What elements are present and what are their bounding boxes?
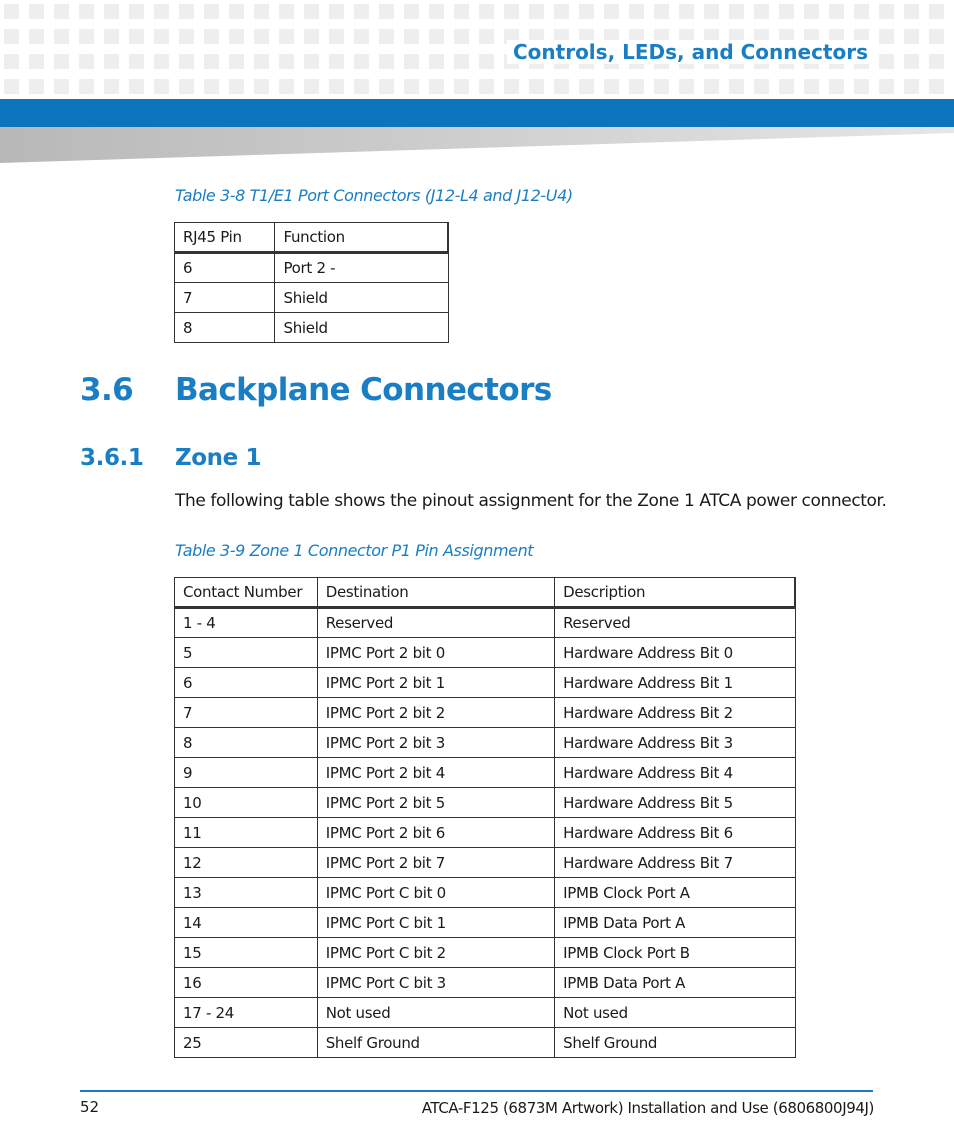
grid-square xyxy=(604,79,619,94)
grid-square xyxy=(379,29,394,44)
grid-square xyxy=(79,54,94,69)
footer-rule xyxy=(80,1090,873,1092)
grid-square xyxy=(704,4,719,19)
table-cell: Hardware Address Bit 7 xyxy=(555,848,795,878)
grid-square xyxy=(479,54,494,69)
grid-square xyxy=(279,4,294,19)
table-cell: IPMC Port 2 bit 6 xyxy=(317,818,554,848)
table-cell: IPMB Clock Port A xyxy=(555,878,795,908)
table-cell: IPMC Port 2 bit 7 xyxy=(317,848,554,878)
table-row xyxy=(175,728,796,758)
table-cell: IPMC Port 2 bit 4 xyxy=(317,758,554,788)
grid-square xyxy=(229,54,244,69)
table-3-9 xyxy=(174,577,796,1058)
header-blue-bar xyxy=(0,99,954,127)
grid-square xyxy=(404,54,419,69)
grid-square xyxy=(429,29,444,44)
grid-square xyxy=(904,79,919,94)
section-heading xyxy=(80,372,552,408)
table-cell: Hardware Address Bit 6 xyxy=(555,818,795,848)
table-cell: IPMB Data Port A xyxy=(555,908,795,938)
grid-square xyxy=(404,4,419,19)
grid-square xyxy=(904,4,919,19)
table-cell: 13 xyxy=(175,878,318,908)
grid-square xyxy=(629,79,644,94)
table-cell: IPMC Port C bit 0 xyxy=(317,878,554,908)
table-cell: 8 xyxy=(175,313,275,343)
section-number: 3.6 xyxy=(80,372,134,408)
grid-square xyxy=(54,54,69,69)
grid-square xyxy=(179,4,194,19)
grid-square xyxy=(929,54,944,69)
grid-square xyxy=(29,4,44,19)
grid-square xyxy=(929,29,944,44)
table-cell: Reserved xyxy=(317,608,554,638)
grid-square xyxy=(204,54,219,69)
grid-square xyxy=(904,29,919,44)
grid-square xyxy=(104,4,119,19)
grid-square xyxy=(754,79,769,94)
grid-square xyxy=(154,29,169,44)
table-header-row xyxy=(175,578,796,608)
grid-square xyxy=(254,54,269,69)
grid-square xyxy=(204,4,219,19)
table-header-row xyxy=(175,223,449,253)
table-cell: 9 xyxy=(175,758,318,788)
grid-square xyxy=(779,79,794,94)
grid-square xyxy=(329,4,344,19)
table-cell: 12 xyxy=(175,848,318,878)
grid-square xyxy=(279,29,294,44)
table-cell: 14 xyxy=(175,908,318,938)
grid-square xyxy=(79,4,94,19)
grid-square xyxy=(579,4,594,19)
grid-square xyxy=(329,54,344,69)
table-row xyxy=(175,608,796,638)
grid-square xyxy=(704,79,719,94)
grid-square xyxy=(929,4,944,19)
grid-square xyxy=(429,79,444,94)
table-cell: Port 2 - xyxy=(275,253,448,283)
grid-square xyxy=(204,29,219,44)
grid-square xyxy=(829,4,844,19)
table-row xyxy=(175,848,796,878)
grid-square xyxy=(54,29,69,44)
section-title: Backplane Connectors xyxy=(175,372,552,408)
grid-square xyxy=(454,4,469,19)
grid-square xyxy=(154,79,169,94)
grid-square xyxy=(479,4,494,19)
table-cell: 7 xyxy=(175,283,275,313)
grid-square xyxy=(829,79,844,94)
grid-square xyxy=(104,29,119,44)
table-cell: IPMC Port 2 bit 3 xyxy=(317,728,554,758)
grid-square xyxy=(354,54,369,69)
grid-square xyxy=(504,4,519,19)
grid-square xyxy=(4,29,19,44)
grid-square xyxy=(279,79,294,94)
table-row xyxy=(175,908,796,938)
table-cell: Hardware Address Bit 0 xyxy=(555,638,795,668)
grid-square xyxy=(654,79,669,94)
table-row xyxy=(175,818,796,848)
table-cell: IPMC Port 2 bit 0 xyxy=(317,638,554,668)
grid-square xyxy=(154,54,169,69)
grid-square xyxy=(454,54,469,69)
grid-square xyxy=(29,79,44,94)
table-cell: 1 - 4 xyxy=(175,608,318,638)
table-cell: Shield xyxy=(275,313,448,343)
table-3-8 xyxy=(174,222,449,343)
grid-square xyxy=(79,79,94,94)
grid-square xyxy=(179,29,194,44)
grid-square xyxy=(4,79,19,94)
grid-square xyxy=(54,79,69,94)
grid-square xyxy=(404,79,419,94)
table-cell: IPMC Port 2 bit 5 xyxy=(317,788,554,818)
grid-square xyxy=(279,54,294,69)
table-cell: IPMB Data Port A xyxy=(555,968,795,998)
grid-square xyxy=(129,29,144,44)
table-cell: Hardware Address Bit 2 xyxy=(555,698,795,728)
grid-square xyxy=(604,4,619,19)
column-header: Description xyxy=(555,578,795,608)
table-cell: Hardware Address Bit 1 xyxy=(555,668,795,698)
grid-square xyxy=(354,79,369,94)
table-cell: Shelf Ground xyxy=(317,1028,554,1058)
table-cell: 15 xyxy=(175,938,318,968)
grid-square xyxy=(129,79,144,94)
grid-square xyxy=(879,79,894,94)
table-row xyxy=(175,1028,796,1058)
grid-square xyxy=(329,79,344,94)
grid-square xyxy=(379,54,394,69)
grid-square xyxy=(629,4,644,19)
grid-square xyxy=(929,79,944,94)
table-cell: Hardware Address Bit 4 xyxy=(555,758,795,788)
table-cell: Shield xyxy=(275,283,448,313)
grid-square xyxy=(879,4,894,19)
grid-square xyxy=(404,29,419,44)
grid-square xyxy=(654,4,669,19)
table-3-8-caption: Table 3-8 T1/E1 Port Connectors (J12-L4 and J12-U4) xyxy=(175,186,573,205)
table-cell: 6 xyxy=(175,668,318,698)
table-cell: 25 xyxy=(175,1028,318,1058)
table-row xyxy=(175,638,796,668)
table-row xyxy=(175,938,796,968)
table-cell: IPMC Port C bit 3 xyxy=(317,968,554,998)
grid-square xyxy=(129,54,144,69)
table-row xyxy=(175,758,796,788)
column-header: Contact Number xyxy=(175,578,318,608)
table-cell: IPMB Clock Port B xyxy=(555,938,795,968)
table-row xyxy=(175,313,449,343)
grid-square xyxy=(154,4,169,19)
table-cell: Hardware Address Bit 3 xyxy=(555,728,795,758)
table-cell: Not used xyxy=(555,998,795,1028)
grid-square xyxy=(879,29,894,44)
grid-square xyxy=(304,79,319,94)
table-cell: Not used xyxy=(317,998,554,1028)
column-header: Function xyxy=(275,223,448,253)
grid-square xyxy=(4,4,19,19)
table-row xyxy=(175,998,796,1028)
subsection-title: Zone 1 xyxy=(175,445,262,471)
grid-square xyxy=(354,29,369,44)
grid-square xyxy=(729,4,744,19)
grid-square xyxy=(54,4,69,19)
grid-square xyxy=(254,29,269,44)
page-number: 52 xyxy=(80,1098,100,1116)
grid-square xyxy=(579,79,594,94)
grid-square xyxy=(329,29,344,44)
grid-square xyxy=(454,29,469,44)
grid-square xyxy=(804,79,819,94)
running-header-title: Controls, LEDs, and Connectors xyxy=(507,40,874,64)
table-cell: IPMC Port C bit 1 xyxy=(317,908,554,938)
table-row xyxy=(175,788,796,818)
grid-square xyxy=(4,54,19,69)
grid-square xyxy=(79,29,94,44)
grid-square xyxy=(679,4,694,19)
grid-square xyxy=(429,4,444,19)
table-cell: 7 xyxy=(175,698,318,728)
grid-square xyxy=(554,79,569,94)
table-row xyxy=(175,878,796,908)
grid-square xyxy=(504,79,519,94)
table-row xyxy=(175,668,796,698)
table-cell: 6 xyxy=(175,253,275,283)
grid-square xyxy=(479,79,494,94)
column-header: Destination xyxy=(317,578,554,608)
grid-square xyxy=(129,4,144,19)
grid-square xyxy=(679,79,694,94)
grid-square xyxy=(179,54,194,69)
grid-square xyxy=(104,79,119,94)
grid-square xyxy=(479,29,494,44)
grid-square xyxy=(204,79,219,94)
table-cell: 16 xyxy=(175,968,318,998)
table-cell: 11 xyxy=(175,818,318,848)
table-row xyxy=(175,253,449,283)
table-cell: IPMC Port 2 bit 2 xyxy=(317,698,554,728)
table-cell: Hardware Address Bit 5 xyxy=(555,788,795,818)
grid-square xyxy=(529,79,544,94)
grid-square xyxy=(304,4,319,19)
grid-square xyxy=(529,4,544,19)
grid-square xyxy=(729,79,744,94)
grid-square xyxy=(779,4,794,19)
grid-square xyxy=(904,54,919,69)
table-cell: 8 xyxy=(175,728,318,758)
grid-square xyxy=(804,4,819,19)
grid-square xyxy=(304,54,319,69)
grid-square xyxy=(354,4,369,19)
table-cell: IPMC Port C bit 2 xyxy=(317,938,554,968)
grid-square xyxy=(104,54,119,69)
grid-square xyxy=(379,79,394,94)
grid-square xyxy=(379,4,394,19)
table-cell: IPMC Port 2 bit 1 xyxy=(317,668,554,698)
grid-square xyxy=(879,54,894,69)
grid-square xyxy=(29,29,44,44)
table-cell: Reserved xyxy=(555,608,795,638)
table-cell: 17 - 24 xyxy=(175,998,318,1028)
grid-square xyxy=(254,4,269,19)
intro-paragraph: The following table shows the pinout assignment for the Zone 1 ATCA power connector. xyxy=(175,491,887,511)
grid-square xyxy=(229,4,244,19)
document-title: ATCA-F125 (6873M Artwork) Installation and Use (6806800J94J) xyxy=(421,1099,874,1117)
grid-square xyxy=(854,4,869,19)
grid-square xyxy=(304,29,319,44)
table-row xyxy=(175,283,449,313)
column-header: RJ45 Pin xyxy=(175,223,275,253)
subsection-heading xyxy=(80,445,261,471)
table-cell: 10 xyxy=(175,788,318,818)
grid-square xyxy=(754,4,769,19)
grid-square xyxy=(29,54,44,69)
grid-square xyxy=(254,79,269,94)
table-cell: Shelf Ground xyxy=(555,1028,795,1058)
grid-square xyxy=(554,4,569,19)
table-3-9-caption: Table 3-9 Zone 1 Connector P1 Pin Assignment xyxy=(175,541,534,560)
table-row xyxy=(175,968,796,998)
table-row xyxy=(175,698,796,728)
subsection-number: 3.6.1 xyxy=(80,445,144,471)
grid-square xyxy=(429,54,444,69)
grid-square xyxy=(854,79,869,94)
table-cell: 5 xyxy=(175,638,318,668)
grid-square xyxy=(454,79,469,94)
grid-square xyxy=(229,29,244,44)
grid-square xyxy=(179,79,194,94)
grid-square xyxy=(229,79,244,94)
header-grey-wedge xyxy=(0,127,954,163)
